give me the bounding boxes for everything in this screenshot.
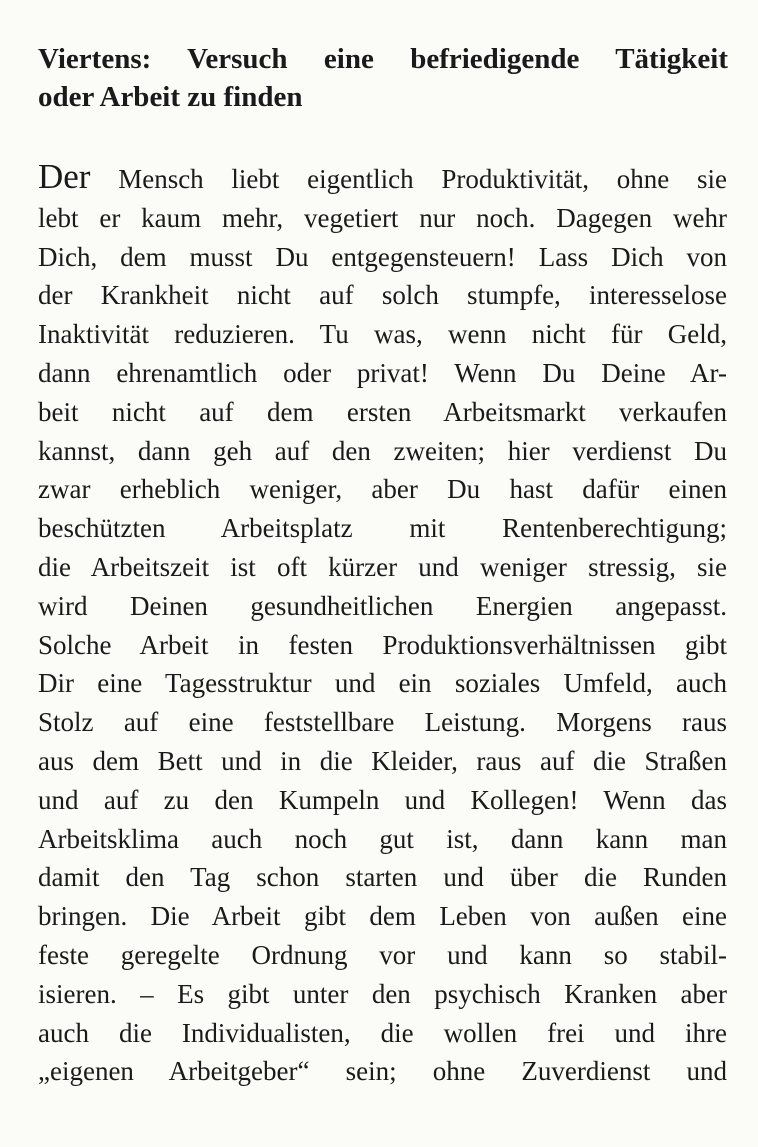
paragraph-line: Arbeitsklima auch noch gut ist, dann kann man xyxy=(38,823,727,854)
paragraph-line: „eigenen Arbeitgeber“ sein; ohne Zuverdienst und xyxy=(38,1056,727,1087)
paragraph-line: isieren. – Es gibt unter den psychisch Kranken aber xyxy=(38,978,727,1009)
paragraph-line: zwar erheblich weniger, aber Du hast dafür einen xyxy=(38,474,727,505)
paragraph-line: beit nicht auf dem ersten Arbeitsmarkt verkaufen xyxy=(38,396,727,427)
paragraph-line: wird Deinen gesundheitlichen Energien angepasst. xyxy=(38,590,727,621)
first-line-text: Mensch liebt eigentlich Produktivität, ohne sie xyxy=(90,164,727,194)
drop-word: Der xyxy=(38,157,91,196)
paragraph-line: Dich, dem musst Du entgegensteuern! Lass Dich von xyxy=(38,241,727,272)
heading-line: Viertens: Versuch eine befriedigende Tätigkeit xyxy=(38,43,728,75)
paragraph-line: dann ehrenamtlich oder privat! Wenn Du Deine Ar- xyxy=(38,357,727,388)
paragraph-line: Solche Arbeit in festen Produktionsverhältnissen gibt xyxy=(38,629,727,660)
section-heading xyxy=(38,40,728,116)
paragraph-line: feste geregelte Ordnung vor und kann so stabil- xyxy=(38,939,727,970)
paragraph-line: kannst, dann geh auf den zweiten; hier verdienst Du xyxy=(38,435,727,466)
paragraph-line: Stolz auf eine feststellbare Leistung. Morgens raus xyxy=(38,707,727,738)
paragraph-line: Inaktivität reduzieren. Tu was, wenn nicht für Geld, xyxy=(38,319,727,350)
paragraph-line: Dir eine Tagesstruktur und ein soziales Umfeld, auch xyxy=(38,668,727,699)
paragraph-line: damit den Tag schon starten und über die Runden xyxy=(38,862,727,893)
paragraph-line: und auf zu den Kumpeln und Kollegen! Wenn das xyxy=(38,784,727,815)
body-paragraph xyxy=(38,158,727,1091)
paragraph-line: auch die Individualisten, die wollen frei und ihre xyxy=(38,1017,727,1048)
paragraph-line: beschützten Arbeitsplatz mit Rentenberechtigung; xyxy=(38,513,727,544)
paragraph-line: lebt er kaum mehr, vegetiert nur noch. Dagegen wehr xyxy=(38,202,727,233)
paragraph-line: die Arbeitszeit ist oft kürzer und weniger stressig, sie xyxy=(38,551,727,582)
paragraph-line: bringen. Die Arbeit gibt dem Leben von außen eine xyxy=(38,901,727,932)
paragraph-line: aus dem Bett und in die Kleider, raus auf die Straßen xyxy=(38,745,727,776)
paragraph-line xyxy=(38,158,727,199)
paragraph-line: der Krankheit nicht auf solch stumpfe, interesselose xyxy=(38,280,727,311)
heading-line: oder Arbeit zu finden xyxy=(38,81,303,113)
